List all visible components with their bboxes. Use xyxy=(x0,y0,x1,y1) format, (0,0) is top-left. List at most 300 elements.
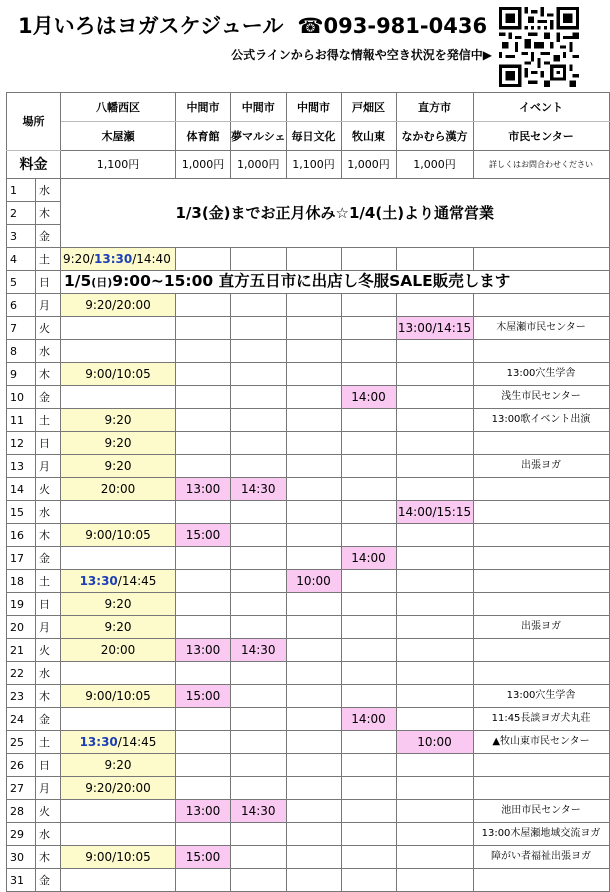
slot-nakamura-kampo xyxy=(396,524,473,547)
slot-gym xyxy=(176,501,231,524)
slot-makiyama-higashi xyxy=(341,823,396,846)
day-number: 7 xyxy=(7,317,36,340)
slot-gym xyxy=(176,547,231,570)
table-row xyxy=(7,639,610,662)
slot-yume-marche xyxy=(231,823,287,846)
slot-nakamura-kampo xyxy=(396,340,473,363)
slot-makiyama-higashi xyxy=(341,800,396,823)
slot-yume-marche xyxy=(231,340,287,363)
place-label: 場所 xyxy=(7,93,61,151)
fee-label: 料金 xyxy=(7,151,61,179)
slot-yume-marche: 14:30 xyxy=(231,800,287,823)
day-of-week: 火 xyxy=(36,478,61,501)
day-of-week: 水 xyxy=(36,179,61,202)
slot-koyanose xyxy=(61,570,176,593)
slot-time-highlight: 13:30 xyxy=(79,735,118,749)
region-nakama-2: 中間市 xyxy=(231,93,287,122)
venue-makiyama-higashi: 牧山東 xyxy=(341,122,396,151)
slot-koyanose: 9:00/10:05 xyxy=(61,685,176,708)
event-cell xyxy=(473,570,609,593)
day-of-week: 日 xyxy=(36,432,61,455)
slot-yume-marche xyxy=(231,593,287,616)
day-number: 19 xyxy=(7,593,36,616)
slot-yume-marche xyxy=(231,846,287,869)
slot-gym xyxy=(176,455,231,478)
event-cell xyxy=(473,777,609,800)
day-of-week: 月 xyxy=(36,455,61,478)
slot-gym xyxy=(176,777,231,800)
day-of-week: 金 xyxy=(36,225,61,248)
day-number: 20 xyxy=(7,616,36,639)
slot-yume-marche xyxy=(231,708,287,731)
fee-row xyxy=(7,151,610,179)
slot-yume-marche xyxy=(231,662,287,685)
fee-gym: 1,000円 xyxy=(176,151,231,179)
day-of-week: 月 xyxy=(36,616,61,639)
slot-mainichi-bunka xyxy=(286,455,341,478)
day-number: 10 xyxy=(7,386,36,409)
slot-makiyama-higashi: 14:00 xyxy=(341,547,396,570)
slot-gym xyxy=(176,662,231,685)
slot-nakamura-kampo: 10:00 xyxy=(396,731,473,754)
slot-makiyama-higashi xyxy=(341,616,396,639)
day-number: 31 xyxy=(7,869,36,892)
slot-gym xyxy=(176,248,231,271)
slot-yume-marche xyxy=(231,363,287,386)
slot-nakamura-kampo xyxy=(396,869,473,892)
day-number: 14 xyxy=(7,478,36,501)
slot-gym: 15:00 xyxy=(176,524,231,547)
slot-makiyama-higashi xyxy=(341,731,396,754)
day-number: 4 xyxy=(7,248,36,271)
fee-note: 詳しくはお問合わせください xyxy=(473,151,609,179)
day-of-week: 火 xyxy=(36,800,61,823)
slot-nakamura-kampo xyxy=(396,455,473,478)
slot-mainichi-bunka xyxy=(286,800,341,823)
table-row xyxy=(7,754,610,777)
day-number: 1 xyxy=(7,179,36,202)
slot-yume-marche xyxy=(231,869,287,892)
slot-nakamura-kampo xyxy=(396,294,473,317)
day-number: 11 xyxy=(7,409,36,432)
table-row xyxy=(7,800,610,823)
slot-mainichi-bunka xyxy=(286,777,341,800)
slot-koyanose xyxy=(61,800,176,823)
event-cell: 13:00歌イベント出演 xyxy=(473,409,609,432)
table-row xyxy=(7,685,610,708)
slot-mainichi-bunka xyxy=(286,639,341,662)
day-number: 18 xyxy=(7,570,36,593)
slot-makiyama-higashi xyxy=(341,685,396,708)
slot-mainichi-bunka xyxy=(286,616,341,639)
slot-gym xyxy=(176,754,231,777)
slot-nakamura-kampo xyxy=(396,570,473,593)
region-header-row xyxy=(7,93,610,122)
slot-nakamura-kampo xyxy=(396,685,473,708)
slot-makiyama-higashi xyxy=(341,478,396,501)
event-cell: ▲牧山東市民センター xyxy=(473,731,609,754)
slot-koyanose: 9:00/10:05 xyxy=(61,846,176,869)
table-row xyxy=(7,524,610,547)
slot-makiyama-higashi xyxy=(341,846,396,869)
day-of-week: 木 xyxy=(36,363,61,386)
table-row xyxy=(7,455,610,478)
slot-makiyama-higashi xyxy=(341,294,396,317)
slot-mainichi-bunka xyxy=(286,547,341,570)
slot-mainichi-bunka xyxy=(286,248,341,271)
slot-nakamura-kampo xyxy=(396,846,473,869)
day-of-week: 日 xyxy=(36,593,61,616)
region-tobata: 戸畑区 xyxy=(341,93,396,122)
table-row xyxy=(7,731,610,754)
holiday-banner: 1/3(金)までお正月休み☆1/4(土)より通常営業 xyxy=(61,179,610,248)
slot-gym xyxy=(176,340,231,363)
qr-code-icon[interactable] xyxy=(499,7,579,87)
venue-gym: 体育館 xyxy=(176,122,231,151)
slot-koyanose: 9:20/20:00 xyxy=(61,777,176,800)
slot-makiyama-higashi xyxy=(341,662,396,685)
event-cell: 出張ヨガ xyxy=(473,616,609,639)
day-number: 22 xyxy=(7,662,36,685)
event-cell xyxy=(473,432,609,455)
phone-number: ☎093-981-0436 xyxy=(297,14,488,38)
slot-gym xyxy=(176,616,231,639)
slot-gym xyxy=(176,731,231,754)
slot-koyanose xyxy=(61,708,176,731)
event-cell: 13:00穴生学舎 xyxy=(473,685,609,708)
market-banner xyxy=(61,271,610,294)
slot-mainichi-bunka xyxy=(286,363,341,386)
event-cell: 13:00木屋瀬地域交流ヨガ xyxy=(473,823,609,846)
day-number: 12 xyxy=(7,432,36,455)
region-yahatanishi: 八幡西区 xyxy=(61,93,176,122)
slot-yume-marche xyxy=(231,501,287,524)
slot-yume-marche: 14:30 xyxy=(231,639,287,662)
slot-nakamura-kampo xyxy=(396,662,473,685)
slot-koyanose xyxy=(61,386,176,409)
venue-mainichi-bunka: 毎日文化 xyxy=(286,122,341,151)
slot-yume-marche: 14:30 xyxy=(231,478,287,501)
table-row xyxy=(7,708,610,731)
slot-mainichi-bunka xyxy=(286,869,341,892)
day-of-week: 金 xyxy=(36,708,61,731)
day-of-week: 日 xyxy=(36,754,61,777)
slot-koyanose: 9:20 xyxy=(61,593,176,616)
table-row xyxy=(7,317,610,340)
day-of-week: 火 xyxy=(36,317,61,340)
fee-koyanose: 1,100円 xyxy=(61,151,176,179)
table-row xyxy=(7,271,610,294)
slot-nakamura-kampo xyxy=(396,432,473,455)
slot-koyanose: 9:20 xyxy=(61,754,176,777)
table-row xyxy=(7,869,610,892)
slot-mainichi-bunka xyxy=(286,386,341,409)
day-rows xyxy=(7,179,610,892)
slot-time: /14:45 xyxy=(117,735,157,749)
day-number: 28 xyxy=(7,800,36,823)
slot-koyanose: 9:20/20:00 xyxy=(61,294,176,317)
slot-mainichi-bunka xyxy=(286,662,341,685)
slot-nakamura-kampo: 13:00/14:15 xyxy=(396,317,473,340)
day-of-week: 木 xyxy=(36,202,61,225)
slot-yume-marche xyxy=(231,386,287,409)
slot-mainichi-bunka xyxy=(286,340,341,363)
slot-koyanose xyxy=(61,869,176,892)
venue-koyanose: 木屋瀬 xyxy=(61,122,176,151)
slot-nakamura-kampo xyxy=(396,478,473,501)
slot-nakamura-kampo: 14:00/15:15 xyxy=(396,501,473,524)
region-nakama-1: 中間市 xyxy=(176,93,231,122)
slot-yume-marche xyxy=(231,409,287,432)
table-row xyxy=(7,547,610,570)
table-row xyxy=(7,823,610,846)
slot-gym xyxy=(176,317,231,340)
slot-nakamura-kampo xyxy=(396,616,473,639)
slot-time: 9:20/ xyxy=(63,252,94,266)
slot-yume-marche xyxy=(231,524,287,547)
day-of-week: 土 xyxy=(36,570,61,593)
day-of-week: 木 xyxy=(36,685,61,708)
region-nogata: 直方市 xyxy=(396,93,473,122)
event-cell: 浅生市民センター xyxy=(473,386,609,409)
slot-yume-marche xyxy=(231,432,287,455)
event-cell: 11:45長談ヨガ犬丸荘 xyxy=(473,708,609,731)
day-number: 27 xyxy=(7,777,36,800)
day-number: 13 xyxy=(7,455,36,478)
slot-makiyama-higashi xyxy=(341,363,396,386)
slot-makiyama-higashi xyxy=(341,432,396,455)
fee-yume-marche: 1,000円 xyxy=(231,151,287,179)
slot-gym xyxy=(176,708,231,731)
slot-time: /14:45 xyxy=(117,574,157,588)
table-row xyxy=(7,179,610,202)
slot-koyanose: 9:20 xyxy=(61,455,176,478)
region-event: イベント xyxy=(473,93,609,122)
slot-makiyama-higashi xyxy=(341,340,396,363)
day-number: 5 xyxy=(7,271,36,294)
slot-koyanose xyxy=(61,731,176,754)
table-row xyxy=(7,340,610,363)
slot-nakamura-kampo xyxy=(396,754,473,777)
fee-makiyama-higashi: 1,000円 xyxy=(341,151,396,179)
slot-makiyama-higashi xyxy=(341,317,396,340)
slot-nakamura-kampo xyxy=(396,409,473,432)
day-of-week: 水 xyxy=(36,340,61,363)
slot-makiyama-higashi xyxy=(341,248,396,271)
day-number: 29 xyxy=(7,823,36,846)
event-cell xyxy=(473,593,609,616)
day-of-week: 土 xyxy=(36,409,61,432)
fee-nakamura-kampo: 1,000円 xyxy=(396,151,473,179)
event-cell xyxy=(473,754,609,777)
slot-koyanose xyxy=(61,248,176,271)
event-cell: 池田市民センター xyxy=(473,800,609,823)
day-number: 2 xyxy=(7,202,36,225)
table-row xyxy=(7,386,610,409)
slot-yume-marche xyxy=(231,616,287,639)
table-row xyxy=(7,294,610,317)
slot-koyanose: 20:00 xyxy=(61,639,176,662)
table-row xyxy=(7,616,610,639)
venue-civic-center: 市民センター xyxy=(473,122,609,151)
slot-mainichi-bunka xyxy=(286,432,341,455)
market-banner-dow: (日) xyxy=(91,276,113,290)
slot-time-highlight: 13:30 xyxy=(79,574,118,588)
slot-koyanose: 9:20 xyxy=(61,616,176,639)
table-row xyxy=(7,662,610,685)
day-number: 16 xyxy=(7,524,36,547)
day-number: 15 xyxy=(7,501,36,524)
day-number: 25 xyxy=(7,731,36,754)
slot-nakamura-kampo xyxy=(396,248,473,271)
slot-time-highlight: 13:30 xyxy=(94,252,133,266)
day-of-week: 火 xyxy=(36,639,61,662)
fee-mainichi-bunka: 1,100円 xyxy=(286,151,341,179)
slot-makiyama-higashi xyxy=(341,524,396,547)
day-of-week: 日 xyxy=(36,271,61,294)
slot-time: /14:40 xyxy=(132,252,171,266)
slot-yume-marche xyxy=(231,731,287,754)
day-number: 24 xyxy=(7,708,36,731)
slot-yume-marche xyxy=(231,317,287,340)
slot-gym xyxy=(176,432,231,455)
venue-nakamura-kampo: なかむら漢方 xyxy=(396,122,473,151)
table-row xyxy=(7,846,610,869)
slot-nakamura-kampo xyxy=(396,823,473,846)
table-row xyxy=(7,248,610,271)
slot-mainichi-bunka: 10:00 xyxy=(286,570,341,593)
day-of-week: 木 xyxy=(36,846,61,869)
event-cell xyxy=(473,639,609,662)
day-number: 17 xyxy=(7,547,36,570)
event-cell xyxy=(473,248,609,271)
schedule-table xyxy=(6,92,610,892)
title-text: 1月いろはヨガスケジュール xyxy=(18,14,284,38)
slot-yume-marche xyxy=(231,547,287,570)
day-number: 30 xyxy=(7,846,36,869)
event-cell xyxy=(473,294,609,317)
event-cell xyxy=(473,547,609,570)
table-row xyxy=(7,501,610,524)
event-cell xyxy=(473,340,609,363)
slot-yume-marche xyxy=(231,685,287,708)
day-of-week: 金 xyxy=(36,869,61,892)
slot-makiyama-higashi: 14:00 xyxy=(341,386,396,409)
slot-yume-marche xyxy=(231,294,287,317)
slot-mainichi-bunka xyxy=(286,524,341,547)
day-number: 9 xyxy=(7,363,36,386)
table-row xyxy=(7,409,610,432)
slot-makiyama-higashi xyxy=(341,570,396,593)
slot-koyanose xyxy=(61,340,176,363)
slot-gym xyxy=(176,386,231,409)
region-nakama-3: 中間市 xyxy=(286,93,341,122)
event-cell xyxy=(473,501,609,524)
day-number: 8 xyxy=(7,340,36,363)
table-row xyxy=(7,777,610,800)
slot-mainichi-bunka xyxy=(286,317,341,340)
slot-mainichi-bunka xyxy=(286,846,341,869)
slot-koyanose: 9:20 xyxy=(61,409,176,432)
slot-mainichi-bunka xyxy=(286,294,341,317)
day-number: 23 xyxy=(7,685,36,708)
line-notice: 公式ラインからお得な情報や空き状況を発信中▶ xyxy=(231,48,492,62)
slot-nakamura-kampo xyxy=(396,777,473,800)
slot-mainichi-bunka xyxy=(286,731,341,754)
table-row xyxy=(7,570,610,593)
event-cell xyxy=(473,869,609,892)
slot-mainichi-bunka xyxy=(286,708,341,731)
slot-nakamura-kampo xyxy=(396,363,473,386)
table-row xyxy=(7,478,610,501)
market-banner-date: 1/5 xyxy=(64,272,92,291)
slot-koyanose: 9:20 xyxy=(61,432,176,455)
slot-nakamura-kampo xyxy=(396,593,473,616)
slot-makiyama-higashi xyxy=(341,409,396,432)
slot-nakamura-kampo xyxy=(396,386,473,409)
slot-makiyama-higashi xyxy=(341,501,396,524)
slot-makiyama-higashi xyxy=(341,639,396,662)
slot-yume-marche xyxy=(231,455,287,478)
slot-koyanose xyxy=(61,662,176,685)
slot-koyanose: 9:00/10:05 xyxy=(61,524,176,547)
slot-mainichi-bunka xyxy=(286,685,341,708)
slot-koyanose: 20:00 xyxy=(61,478,176,501)
day-of-week: 水 xyxy=(36,823,61,846)
event-cell: 木屋瀬市民センター xyxy=(473,317,609,340)
day-of-week: 土 xyxy=(36,248,61,271)
slot-gym xyxy=(176,294,231,317)
slot-mainichi-bunka xyxy=(286,754,341,777)
slot-gym xyxy=(176,593,231,616)
table-row xyxy=(7,593,610,616)
slot-nakamura-kampo xyxy=(396,639,473,662)
day-of-week: 金 xyxy=(36,386,61,409)
event-cell: 13:00穴生学舎 xyxy=(473,363,609,386)
day-number: 21 xyxy=(7,639,36,662)
table-row xyxy=(7,363,610,386)
slot-koyanose xyxy=(61,823,176,846)
slot-makiyama-higashi xyxy=(341,869,396,892)
slot-gym xyxy=(176,869,231,892)
slot-yume-marche xyxy=(231,754,287,777)
slot-makiyama-higashi: 14:00 xyxy=(341,708,396,731)
slot-mainichi-bunka xyxy=(286,478,341,501)
slot-gym xyxy=(176,409,231,432)
slot-gym: 15:00 xyxy=(176,846,231,869)
day-of-week: 金 xyxy=(36,547,61,570)
venue-header-row xyxy=(7,122,610,151)
event-cell xyxy=(473,524,609,547)
slot-koyanose xyxy=(61,547,176,570)
slot-mainichi-bunka xyxy=(286,501,341,524)
slot-gym xyxy=(176,363,231,386)
page-title xyxy=(18,10,487,40)
slot-mainichi-bunka xyxy=(286,409,341,432)
slot-yume-marche xyxy=(231,777,287,800)
slot-nakamura-kampo xyxy=(396,800,473,823)
table-row xyxy=(7,432,610,455)
day-of-week: 月 xyxy=(36,777,61,800)
slot-gym xyxy=(176,570,231,593)
slot-gym xyxy=(176,823,231,846)
event-cell xyxy=(473,662,609,685)
slot-yume-marche xyxy=(231,248,287,271)
event-cell xyxy=(473,478,609,501)
slot-gym: 13:00 xyxy=(176,639,231,662)
slot-makiyama-higashi xyxy=(341,777,396,800)
slot-koyanose xyxy=(61,501,176,524)
